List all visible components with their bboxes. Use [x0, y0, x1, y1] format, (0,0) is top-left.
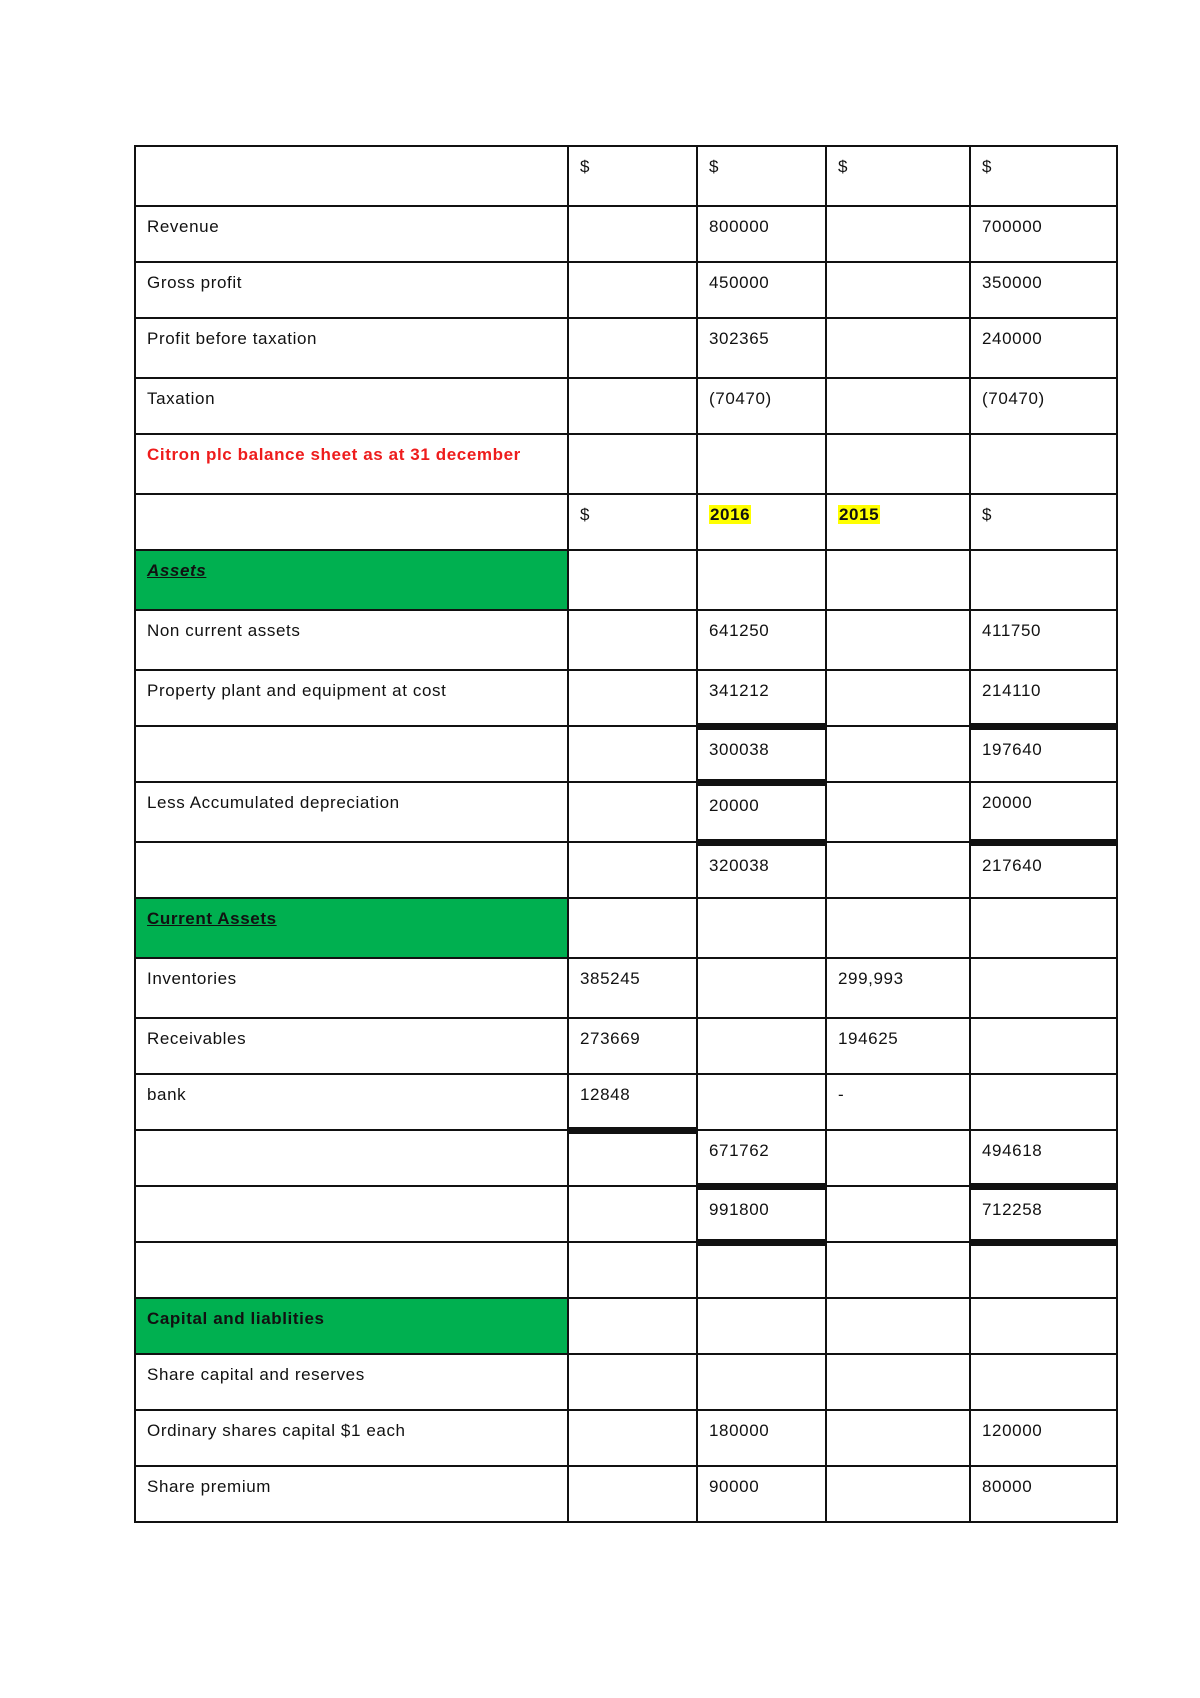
cell-col1 [568, 1130, 697, 1186]
row-label [135, 842, 568, 898]
cell-col3 [826, 610, 970, 670]
row-label: Revenue [135, 206, 568, 262]
cell-col2: 800000 [697, 206, 826, 262]
total-assets-cell: 991800 [697, 1186, 826, 1242]
cell-col3 [826, 378, 970, 434]
cell-col1 [568, 1186, 697, 1242]
section-assets [135, 550, 568, 610]
subtotal-cell: 300038 [697, 726, 826, 782]
cell-col2 [697, 898, 826, 958]
cell-col3 [826, 262, 970, 318]
cell-col4: (70470) [970, 378, 1117, 434]
cell-col4: 120000 [970, 1410, 1117, 1466]
total-cell: 217640 [970, 842, 1117, 898]
cell-col4 [970, 1018, 1117, 1074]
cell-col2: 641250 [697, 610, 826, 670]
row-label: Non current assets [135, 610, 568, 670]
subtotal-cell: 494618 [970, 1130, 1117, 1186]
cell-col1 [568, 206, 697, 262]
cell-col3 [826, 670, 970, 726]
cell-col1 [568, 262, 697, 318]
cell-col3 [826, 206, 970, 262]
cell-col3: $ [826, 146, 970, 206]
year-2015-cell [826, 494, 970, 550]
total-cell: 320038 [697, 842, 826, 898]
cell-col2: 90000 [697, 1466, 826, 1522]
cell-col2: 450000 [697, 262, 826, 318]
cell-col1: 273669 [568, 1018, 697, 1074]
section-capital-liabilities [135, 1298, 568, 1354]
subtotal-cell: 671762 [697, 1130, 826, 1186]
cell-col3 [826, 1354, 970, 1410]
cell-col3 [826, 1466, 970, 1522]
row-label: Inventories [135, 958, 568, 1018]
balance-sheet-table [134, 145, 1118, 1523]
row-label [135, 726, 568, 782]
cell-col4: 240000 [970, 318, 1117, 378]
section-label: Current Assets [147, 909, 277, 928]
table-row [135, 898, 1117, 958]
cell-col3: 194625 [826, 1018, 970, 1074]
cell-col2: 180000 [697, 1410, 826, 1466]
cell-col1 [568, 1298, 697, 1354]
cell-col4: 411750 [970, 610, 1117, 670]
cell-col1 [568, 378, 697, 434]
table-row [135, 610, 1117, 670]
table-row [135, 434, 1117, 494]
row-label: Receivables [135, 1018, 568, 1074]
section-current-assets [135, 898, 568, 958]
total-assets-cell: 712258 [970, 1186, 1117, 1242]
cell-col1 [568, 670, 697, 726]
cell-col3 [826, 434, 970, 494]
table-row [135, 726, 1117, 782]
row-label [135, 146, 568, 206]
cell-col3 [826, 318, 970, 378]
section-label: Assets [147, 561, 207, 580]
cell-col3: - [826, 1074, 970, 1130]
row-label: Share premium [135, 1466, 568, 1522]
cell-col1 [568, 434, 697, 494]
cell-col2: $ [697, 146, 826, 206]
cell-col3 [826, 1410, 970, 1466]
cell-col4: $ [970, 494, 1117, 550]
table-row [135, 146, 1117, 206]
row-label: Taxation [135, 378, 568, 434]
cell-col4 [970, 434, 1117, 494]
cell-col2 [697, 1298, 826, 1354]
cell-col3 [826, 782, 970, 842]
cell-col4 [970, 1242, 1117, 1298]
cell-col3 [826, 842, 970, 898]
cell-col3 [826, 1130, 970, 1186]
cell-col4 [970, 1074, 1117, 1130]
cell-col1 [568, 318, 697, 378]
cell-col4: 700000 [970, 206, 1117, 262]
cell-col2: 20000 [697, 782, 826, 842]
year-2016-cell [697, 494, 826, 550]
table-row [135, 1410, 1117, 1466]
table-row [135, 958, 1117, 1018]
table-row [135, 1242, 1117, 1298]
table-row [135, 1298, 1117, 1354]
cell-col4 [970, 1298, 1117, 1354]
table-row [135, 318, 1117, 378]
row-label [135, 1242, 568, 1298]
section-label: Capital and liablities [147, 1309, 325, 1328]
cell-col1: 12848 [568, 1074, 697, 1130]
cell-col1 [568, 610, 697, 670]
cell-col3 [826, 726, 970, 782]
cell-col1 [568, 1466, 697, 1522]
table-row [135, 1466, 1117, 1522]
row-label: Gross profit [135, 262, 568, 318]
row-label: bank [135, 1074, 568, 1130]
cell-col2 [697, 1074, 826, 1130]
cell-col1 [568, 550, 697, 610]
table-row [135, 1074, 1117, 1130]
row-label [135, 494, 568, 550]
cell-col2 [697, 1354, 826, 1410]
cell-col1 [568, 726, 697, 782]
cell-col4 [970, 898, 1117, 958]
cell-col4 [970, 958, 1117, 1018]
cell-col3 [826, 898, 970, 958]
year-2016-label: 2016 [710, 505, 751, 524]
cell-col1: $ [568, 146, 697, 206]
cell-col2 [697, 550, 826, 610]
cell-col1 [568, 898, 697, 958]
cell-col3 [826, 1186, 970, 1242]
cell-col2: (70470) [697, 378, 826, 434]
cell-col3 [826, 1298, 970, 1354]
table-row [135, 1186, 1117, 1242]
cell-col4: $ [970, 146, 1117, 206]
cell-col4 [970, 550, 1117, 610]
cell-col1 [568, 1354, 697, 1410]
cell-col1: $ [568, 494, 697, 550]
row-label: Property plant and equipment at cost [135, 670, 568, 726]
table-row [135, 206, 1117, 262]
cell-col2: 341212 [697, 670, 826, 726]
cell-col2 [697, 1242, 826, 1298]
cell-col4: 214110 [970, 670, 1117, 726]
cell-col1 [568, 1410, 697, 1466]
table-row [135, 1018, 1117, 1074]
table-row [135, 1354, 1117, 1410]
table-row [135, 550, 1117, 610]
row-label [135, 1130, 568, 1186]
subtotal-cell: 197640 [970, 726, 1117, 782]
cell-col2: 302365 [697, 318, 826, 378]
cell-col3 [826, 550, 970, 610]
table-row [135, 670, 1117, 726]
cell-col2 [697, 1018, 826, 1074]
cell-col3: 299,993 [826, 958, 970, 1018]
table-row [135, 782, 1117, 842]
table-row [135, 842, 1117, 898]
cell-col3 [826, 1242, 970, 1298]
table-row [135, 378, 1117, 434]
table-row [135, 262, 1117, 318]
year-2015-label: 2015 [839, 505, 880, 524]
cell-col1: 385245 [568, 958, 697, 1018]
row-label: Ordinary shares capital $1 each [135, 1410, 568, 1466]
cell-col2 [697, 434, 826, 494]
cell-col4: 20000 [970, 782, 1117, 842]
cell-col1 [568, 782, 697, 842]
row-label [135, 1186, 568, 1242]
balance-sheet-heading: Citron plc balance sheet as at 31 december [135, 434, 568, 494]
cell-col4: 350000 [970, 262, 1117, 318]
table-row [135, 494, 1117, 550]
row-label: Share capital and reserves [135, 1354, 568, 1410]
cell-col2 [697, 958, 826, 1018]
row-label: Less Accumulated depreciation [135, 782, 568, 842]
row-label: Profit before taxation [135, 318, 568, 378]
cell-col1 [568, 842, 697, 898]
cell-col1 [568, 1242, 697, 1298]
table-row [135, 1130, 1117, 1186]
cell-col4 [970, 1354, 1117, 1410]
cell-col4: 80000 [970, 1466, 1117, 1522]
